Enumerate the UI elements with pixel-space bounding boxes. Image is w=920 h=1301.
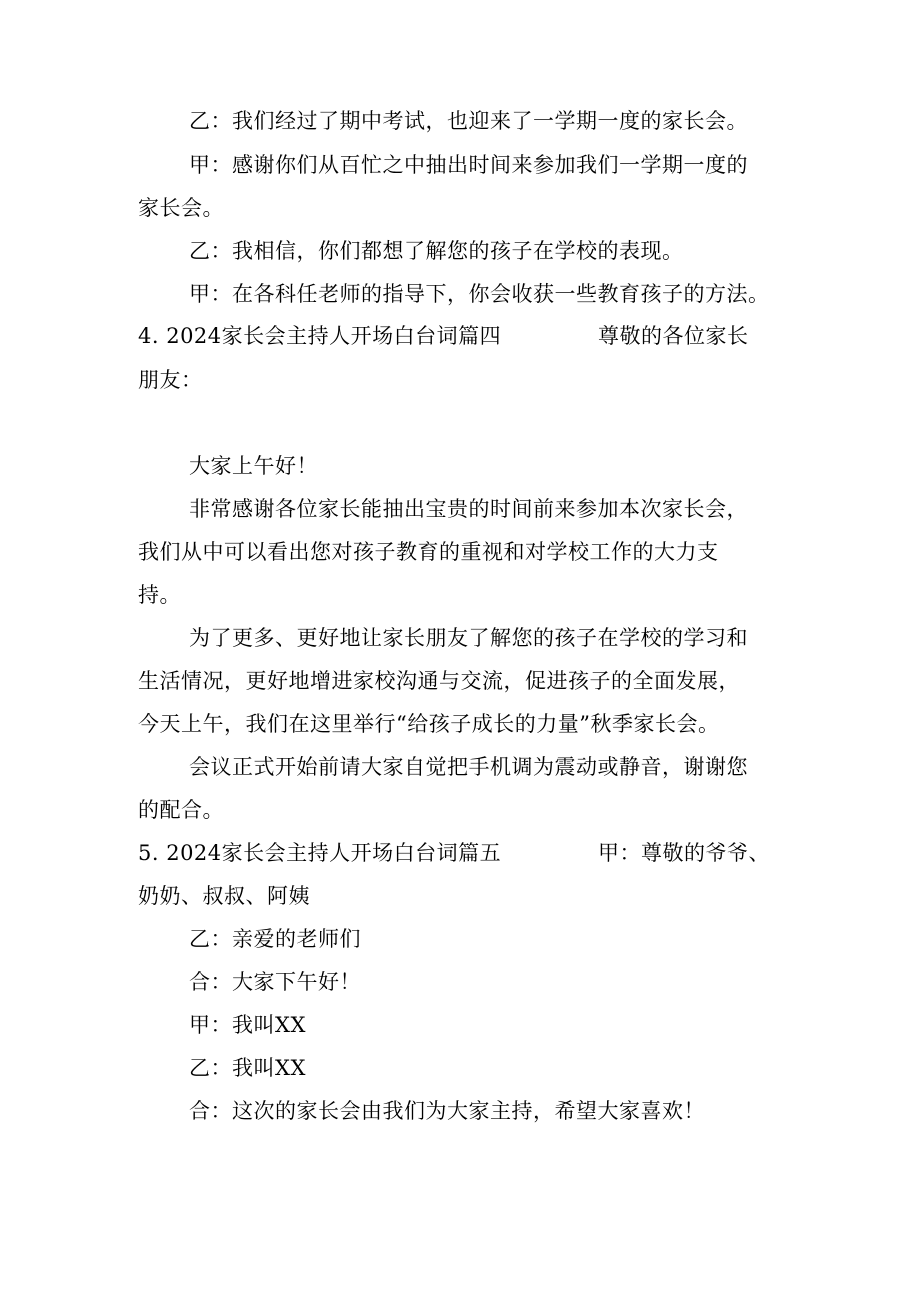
dialogue-line: 甲：我叫XX	[189, 1013, 306, 1037]
dialogue-line: 乙：我们经过了期中考试，也迎来了一学期一度的家长会。	[189, 109, 748, 133]
section-5-salutation: 甲：尊敬的爷爷、	[598, 841, 770, 865]
paragraph-line: 我们从中可以看出您对孩子教育的重视和对学校工作的大力支	[138, 540, 719, 564]
paragraph-line: 今天上午，我们在这里举行“给孩子成长的力量”秋季家长会。	[138, 712, 720, 736]
greeting: 大家上午好！	[189, 454, 318, 478]
dialogue-line: 合：这次的家长会由我们为大家主持，希望大家喜欢！	[189, 1099, 705, 1123]
section-5-salutation-continuation: 奶奶、叔叔、阿姨	[138, 884, 310, 908]
paragraph-line: 生活情况，更好地增进家校沟通与交流，促进孩子的全面发展，	[138, 669, 740, 693]
dialogue-line: 甲：在各科任老师的指导下，你会收获一些教育孩子的方法。	[189, 282, 770, 306]
dialogue-line: 乙：我叫XX	[189, 1056, 306, 1080]
dialogue-line: 甲：感谢你们从百忙之中抽出时间来参加我们一学期一度的	[189, 153, 748, 177]
dialogue-line: 乙：我相信，你们都想了解您的孩子在学校的表现。	[189, 239, 684, 263]
paragraph-line: 为了更多、更好地让家长朋友了解您的孩子在学校的学习和	[189, 626, 748, 650]
section-4-salutation: 尊敬的各位家长	[598, 324, 749, 348]
paragraph-line: 的配合。	[138, 798, 224, 822]
paragraph-line: 非常感谢各位家长能抽出宝贵的时间前来参加本次家长会，	[189, 497, 748, 521]
section-4-heading: 4. 2024家长会主持人开场白台词篇四	[138, 324, 502, 348]
paragraph-line: 会议正式开始前请大家自觉把手机调为震动或静音，谢谢您	[189, 755, 748, 779]
section-5-heading: 5. 2024家长会主持人开场白台词篇五	[138, 841, 502, 865]
dialogue-line: 合：大家下午好！	[189, 970, 361, 994]
paragraph-line: 持。	[138, 583, 181, 607]
section-4-salutation-continuation: 朋友：	[138, 368, 203, 392]
dialogue-line: 乙：亲爱的老师们	[189, 927, 361, 951]
dialogue-line-continuation: 家长会。	[138, 196, 224, 220]
